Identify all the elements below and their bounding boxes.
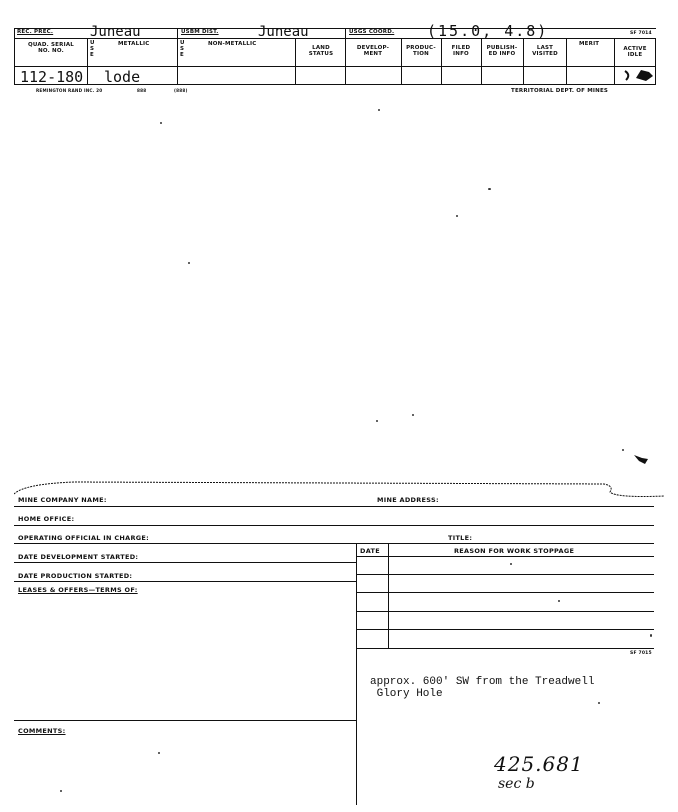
- leases-offers-label: LEASES & OFFERS—TERMS OF:: [18, 586, 138, 594]
- active-idle-mark: [622, 67, 656, 83]
- title-label: TITLE:: [448, 534, 473, 542]
- filed-info-label: FILED INFO: [451, 45, 471, 57]
- quad-serial-value: 112-180: [20, 68, 84, 86]
- usgs-coord-value: (15.0, 4.8): [427, 22, 549, 40]
- development-label: DEVELOP- MENT: [356, 45, 390, 57]
- land-status-label: LAND STATUS: [308, 45, 334, 57]
- date-production-label: DATE PRODUCTION STARTED:: [18, 572, 133, 580]
- production-label: PRODUC- TION: [406, 45, 436, 57]
- comments-label: COMMENTS:: [18, 727, 66, 735]
- handwritten-sec: sec b: [498, 776, 535, 792]
- usbm-dist-value: Juneau: [258, 24, 309, 40]
- use-letters-nonmetallic: U S E: [180, 40, 185, 58]
- metallic-label: METALLIC: [118, 41, 150, 47]
- territorial-dept: TERRITORIAL DEPT. OF MINES: [511, 88, 609, 94]
- mine-company-label: MINE COMPANY NAME:: [18, 496, 107, 504]
- non-metallic-label: NON-METALLIC: [208, 41, 257, 47]
- reason-label: REASON FOR WORK STOPPAGE: [454, 547, 575, 555]
- handwritten-number: 425.681: [494, 752, 584, 776]
- metallic-value: lode: [104, 68, 141, 86]
- mine-address-label: MINE ADDRESS:: [377, 496, 439, 504]
- printer-code-2: (888): [174, 88, 188, 93]
- date-label: DATE: [360, 547, 380, 555]
- ink-mark: [633, 452, 653, 466]
- card-edge: [14, 472, 664, 502]
- printer-note: REMINGTON RAND INC. 20: [36, 88, 103, 93]
- rec-prec-label: REC. PREC.: [17, 29, 54, 35]
- usbm-dist-label: USBM DIST.: [181, 29, 219, 35]
- home-office-label: HOME OFFICE:: [18, 515, 75, 523]
- usgs-coord-label: USGS COORD.: [349, 29, 395, 35]
- published-info-label: PUBLISH- ED INFO: [486, 45, 518, 57]
- form-number-bottom: SF 7015: [630, 651, 652, 656]
- date-development-label: DATE DEVELOPMENT STARTED:: [18, 553, 139, 561]
- form-number-top: SF 7014: [630, 31, 652, 36]
- use-letters-metallic: U S E: [90, 40, 95, 58]
- active-idle-label: ACTIVE IDLE: [623, 46, 647, 58]
- quad-serial-label: QUAD. SERIAL NO. NO.: [28, 42, 74, 54]
- merit-label: MERIT: [579, 41, 600, 47]
- last-visited-label: LAST VISITED: [532, 45, 558, 57]
- rec-prec-value: Juneau: [90, 24, 141, 40]
- printer-code-1: 888: [137, 88, 147, 93]
- location-note: approx. 600' SW from the Treadwell Glory Hole: [370, 676, 595, 700]
- operating-official-label: OPERATING OFFICIAL IN CHARGE:: [18, 534, 150, 542]
